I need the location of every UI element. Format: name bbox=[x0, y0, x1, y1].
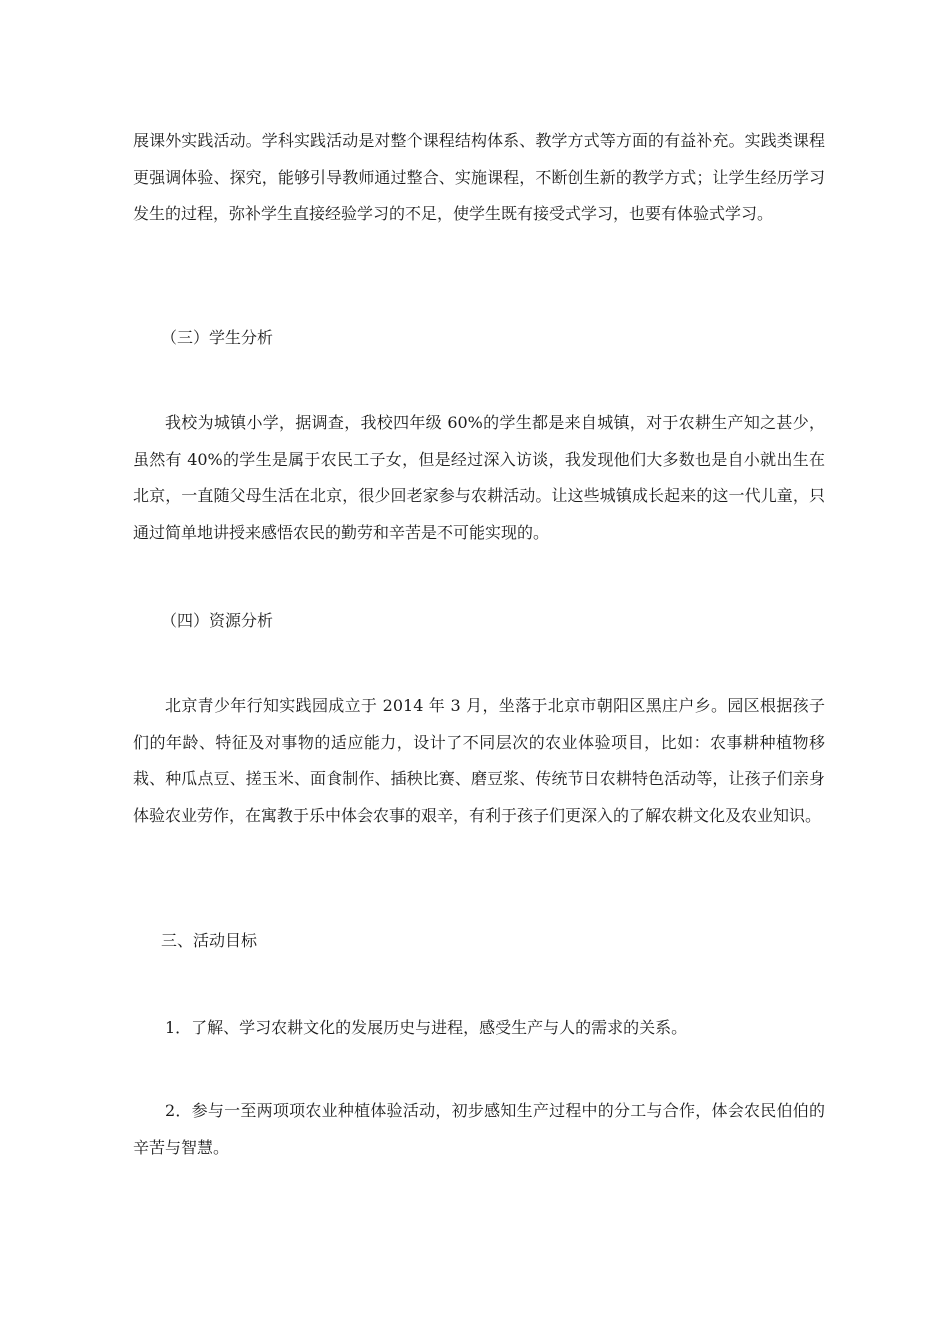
section-resource-heading: （四）资源分析 bbox=[161, 611, 274, 630]
section-goals-heading: 三、活动目标 bbox=[161, 931, 258, 950]
section-resource-body: 北京青少年行知实践园成立于 2014 年 3 月，坐落于北京市朝阳区黑庄户乡。园区根据孩子们的年龄、特征及对事物的适应能力，设计了不同层次的农业体验项目，比如：农事耕种植物移栽、种瓜点豆、搓玉米、面食制作、插秧比赛、磨豆浆、传统节日农耕特色活动等，让孩子们亲身体验农业劳作，在寓教于乐中体会农事的艰辛，有利于孩子们更深入的了解农耕文化及农业知识。 bbox=[133, 696, 825, 825]
goal-item-2: 2．参与一至两项项农业种植体验活动，初步感知生产过程中的分工与合作，体会农民伯伯的辛苦与智慧。 bbox=[133, 1101, 825, 1157]
goal-item-1: 1．了解、学习农耕文化的发展历史与进程，感受生产与人的需求的关系。 bbox=[165, 1018, 688, 1037]
section-student-heading: （三）学生分析 bbox=[161, 328, 274, 347]
section-student-body: 我校为城镇小学，据调查，我校四年级 60%的学生都是来自城镇，对于农耕生产知之甚少，虽然有 40%的学生是属于农民工子女，但是经过深入访谈，我发现他们大多数也是自小就出生在北京，一直随父母生活在北京，很少回老家参与农耕活动。让这些城镇成长起来的这一代儿童，只通过简单地讲授来感悟农民的勤劳和辛苦是不可能实现的。 bbox=[133, 413, 825, 542]
intro-paragraph: 展课外实践活动。学科实践活动是对整个课程结构体系、教学方式等方面的有益补充。实践类课程更强调体验、探究，能够引导教师通过整合、实施课程，不断创生新的教学方式；让学生经历学习发生的过程，弥补学生直接经验学习的不足，使学生既有接受式学习，也要有体验式学习。 bbox=[133, 131, 825, 223]
